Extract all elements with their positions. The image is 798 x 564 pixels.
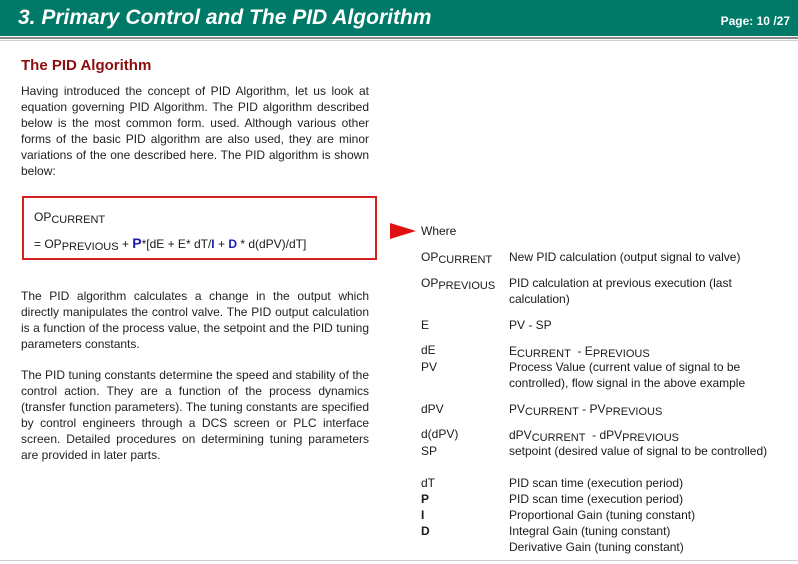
def-de: ECURRENT - EPREVIOUS	[509, 344, 650, 360]
def-ddpv: dPVCURRENT - dPVPREVIOUS	[509, 428, 680, 444]
eq-d-symbol: D	[228, 237, 237, 251]
def-dt: PID scan time (execution period)	[509, 476, 684, 490]
eq-d-part: * d(dPV)/dT]	[236, 237, 307, 251]
header-divider	[0, 37, 798, 39]
where-label: Where	[421, 224, 457, 238]
term-d: D	[421, 524, 430, 538]
eq-rhs-prefix-subscript: PREVIOUS	[61, 241, 119, 253]
eq-plus-1: +	[118, 237, 133, 251]
eq-op-subscript: CURRENT	[51, 214, 106, 226]
def-sp: setpoint (desired value of signal to be controlled)	[509, 444, 768, 458]
term-sp: SP	[421, 444, 438, 458]
equation-lhs	[34, 210, 105, 224]
equation-rhs	[34, 235, 306, 251]
intro-paragraph: Having introduced the concept of PID Algorithm, let us look at equation governing PID Algorithm. The PID algorithm described below is the most common form. used. Although various other forms of the basic PID algorithm are also used, they are minor variations of the one described here. The PID algorithm is shown below:	[21, 84, 369, 178]
term-p: P	[421, 492, 430, 506]
def-op-previous: PID calculation at previous execution (last calculation)	[509, 276, 732, 306]
header-bar	[0, 0, 798, 36]
eq-p-part: *[dE + E* dT/	[141, 237, 212, 251]
def-dpv: PVCURRENT - PVPREVIOUS	[509, 402, 663, 418]
def-i: Proportional Gain (tuning constant)	[509, 508, 696, 522]
term-op-previous: OPPREVIOUS	[421, 276, 496, 292]
term-i: I	[421, 508, 425, 522]
def-op-current: New PID calculation (output signal to valve)	[509, 250, 741, 264]
eq-op-text: OP	[34, 210, 52, 224]
header-divider-light	[0, 40, 798, 41]
term-ddpv: d(dPV)	[421, 427, 459, 441]
def-d: Integral Gain (tuning constant)	[509, 524, 671, 538]
term-e: E	[421, 318, 430, 332]
term-dt: dT	[421, 476, 436, 490]
term-op-current: OPCURRENT	[421, 250, 493, 266]
eq-i-symbol: I	[211, 237, 215, 251]
term-dpv: dPV	[421, 402, 444, 416]
footer-divider	[0, 560, 798, 561]
def-pv: Process Value (current value of signal to be controlled), flow signal in the above example	[509, 360, 746, 390]
section-title: The PID Algorithm	[21, 57, 152, 74]
pid-equation-box	[22, 196, 377, 260]
def-p: PID scan time (execution period)	[509, 492, 684, 506]
eq-plus-2: +	[214, 237, 229, 251]
page-title: 3. Primary Control and The PID Algorithm	[18, 6, 432, 29]
tuning-constants-paragraph: The PID tuning constants determine the speed and stability of the control action. They are a function of the process dynamics (transfer function parameters). The tuning constants are specified by control engineers through a DCS screen or PLC interface screen. Detailed procedures on determining tuning parameters are provided in later parts.	[21, 368, 369, 462]
term-pv: PV	[421, 360, 438, 374]
def-e: PV - SP	[509, 318, 552, 332]
pid-explanation-paragraph: The PID algorithm calculates a change in the output which directly manipulates the control valve. The PID output calculation is a function of the process value, the setpoint and the PID tuning parameters constants.	[21, 289, 369, 351]
page-indicator: Page: 10 /27	[720, 14, 790, 28]
eq-p-symbol: P	[132, 235, 142, 251]
eq-rhs-prefix: = OP	[34, 237, 62, 251]
term-de: dE	[421, 343, 436, 357]
def-derivative-gain: Derivative Gain (tuning constant)	[509, 540, 684, 554]
right-pointer-arrow-icon	[390, 221, 416, 241]
